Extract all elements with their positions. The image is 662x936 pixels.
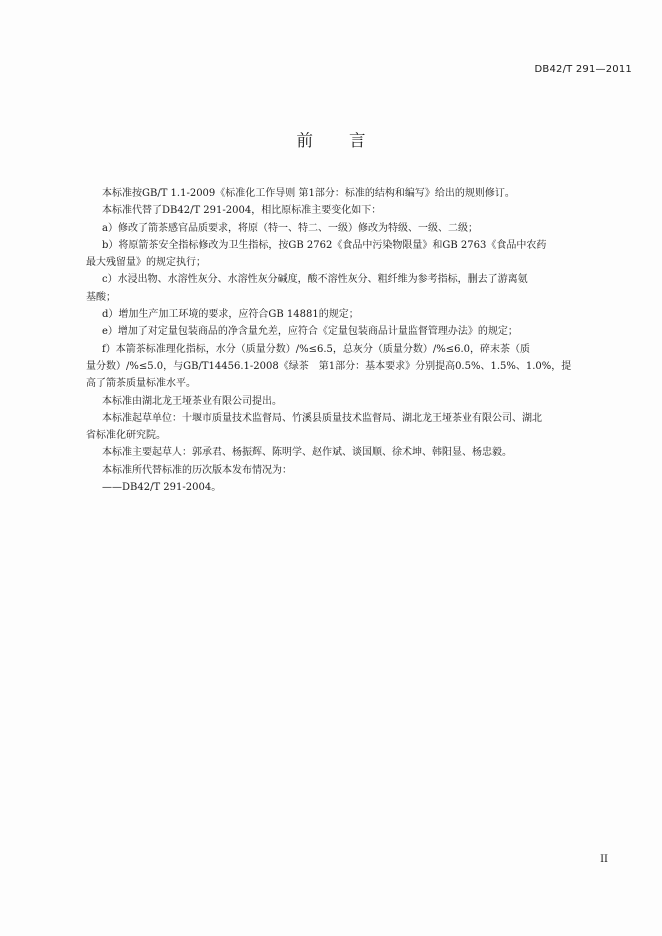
list-item-e: e）增加了对定量包装商品的净含量允差，应符合《定量包装商品计量监督管理办法》的规定； — [102, 326, 518, 338]
list-item-f-cont-1: 量分数）/%≤5.0，与GB/T14456.1-2008《绿茶 第1部分：基本要求》分别提高0.5%、1.5%、1.0%，提 — [86, 360, 572, 372]
list-item-b-cont: 最大残留量》的规定执行； — [86, 257, 206, 269]
list-item-f-cont-2: 高了箭茶质量标准水平。 — [86, 378, 196, 390]
paragraph-drafters: 本标准主要起草人：郭承君、杨振辉、陈明学、赵作斌、谈国顺、徐术坤、韩阳显、杨忠毅。 — [102, 447, 512, 459]
title-char-1: 前 — [296, 131, 313, 150]
foreword-body — [86, 185, 606, 496]
list-item-c: c）水浸出物、水溶性灰分、水溶性灰分碱度，酸不溶性灰分、粗纤维为参考指标，删去了游离氨 — [102, 274, 528, 286]
list-item-a: a）修改了箭茶感官品质要求，将原（特一、特二、一级）修改为特级、一级、二级； — [102, 222, 478, 234]
paragraph-history: 本标准所代替标准的历次版本发布情况为： — [102, 464, 292, 476]
list-item-c-cont: 基酸； — [86, 291, 116, 303]
paragraph-drafting-units: 本标准起草单位：十堰市质量技术监督局、竹溪县质量技术监督局、湖北龙王垭茶业有限公司、湖北 — [102, 412, 542, 424]
paragraph-history-item: ——DB42/T 291-2004。 — [102, 482, 222, 494]
list-item-d: d）增加生产加工环境的要求，应符合GB 14881的规定； — [102, 309, 359, 321]
list-item-f: f）本箭茶标准理化指标，水分（质量分数）/%≤6.5，总灰分（质量分数）/%≤6.0，碎末茶（质 — [102, 343, 531, 355]
paragraph-replaces: 本标准代替了DB42/T 291-2004，相比原标准主要变化如下： — [102, 205, 382, 217]
page-number: II — [600, 854, 608, 865]
list-item-b: b）将原箭茶安全指标修改为卫生指标，按GB 2762《食品中污染物限量》和GB 2763《食品中农药 — [102, 239, 547, 251]
page-title — [0, 127, 662, 151]
paragraph-proposer: 本标准由湖北龙王垭茶业有限公司提出。 — [102, 395, 282, 407]
title-char-2: 言 — [349, 131, 366, 150]
paragraph-basis: 本标准按GB/T 1.1-2009《标准化工作导则 第1部分：标准的结构和编写》给出的规则修订。 — [102, 188, 515, 199]
document-code: DB42/T 291—2011 — [534, 64, 632, 75]
paragraph-drafting-units-cont: 省标准化研究院。 — [86, 430, 166, 442]
